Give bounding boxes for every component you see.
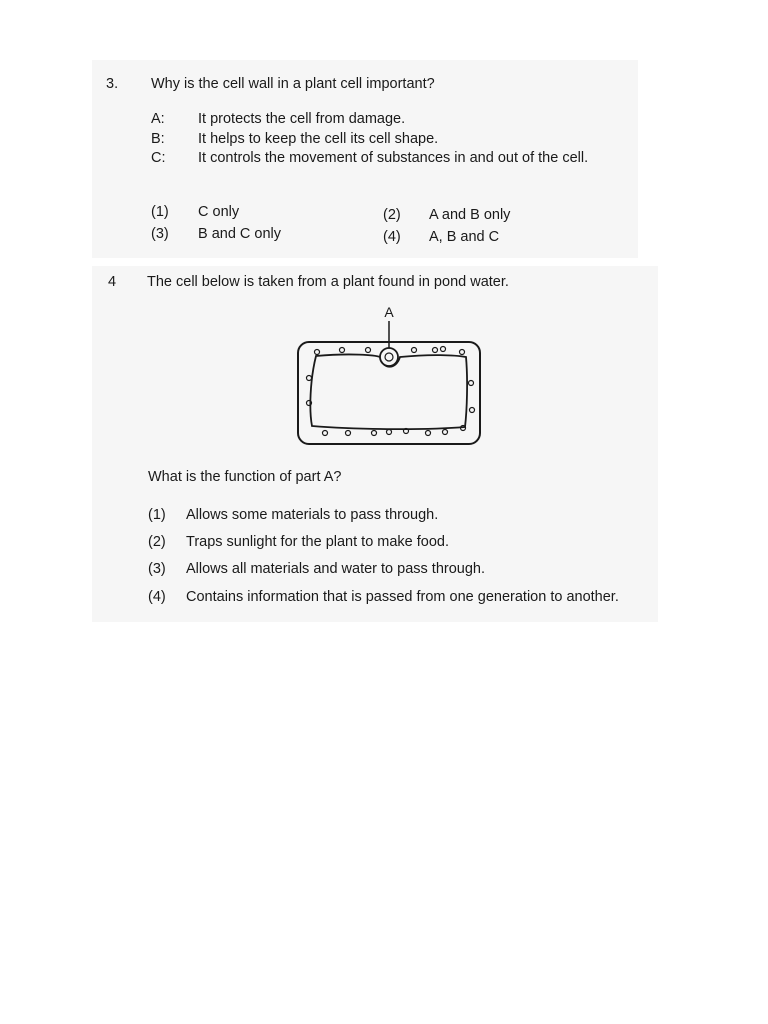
q4-number: 4 (108, 274, 117, 290)
q4-option-3: Allows all materials and water to pass through. (186, 561, 486, 577)
q3-option-4: A, B and C (429, 229, 500, 245)
q3-statement-c-label: C: (151, 150, 166, 166)
q4-option-4-num: (4) (148, 589, 166, 605)
q3-statement-a: It protects the cell from damage. (198, 111, 406, 127)
q3-option-1: C only (198, 204, 240, 220)
plant-cell-diagram (290, 300, 490, 460)
q3-statement-b-label: B: (151, 131, 165, 147)
q3-option-4-num: (4) (383, 229, 401, 245)
q3-statement-a-label: A: (151, 111, 165, 127)
q3-option-2: A and B only (429, 207, 511, 223)
q4-question: What is the function of part A? (148, 469, 342, 485)
q3-statement-c: It controls the movement of substances in and out of the cell. (198, 150, 589, 166)
q4-option-4: Contains information that is passed from one generation to another. (186, 589, 619, 605)
q3-option-2-num: (2) (383, 207, 401, 223)
q3-number: 3. (106, 76, 119, 92)
q4-intro: The cell below is taken from a plant found in pond water. (147, 274, 509, 290)
q3-option-3: B and C only (198, 226, 282, 242)
q3-option-1-num: (1) (151, 204, 169, 220)
diagram-label-a: A (384, 304, 394, 320)
q4-option-3-num: (3) (148, 561, 166, 577)
q3-question: Why is the cell wall in a plant cell important? (151, 76, 435, 92)
q4-option-1-num: (1) (148, 507, 166, 523)
q4-option-2-num: (2) (148, 534, 166, 550)
nucleus (380, 348, 398, 366)
q4-option-1: Allows some materials to pass through. (186, 507, 439, 523)
q3-statement-b: It helps to keep the cell its cell shape. (198, 131, 439, 147)
q4-option-2: Traps sunlight for the plant to make food. (186, 534, 450, 550)
q3-option-3-num: (3) (151, 226, 169, 242)
